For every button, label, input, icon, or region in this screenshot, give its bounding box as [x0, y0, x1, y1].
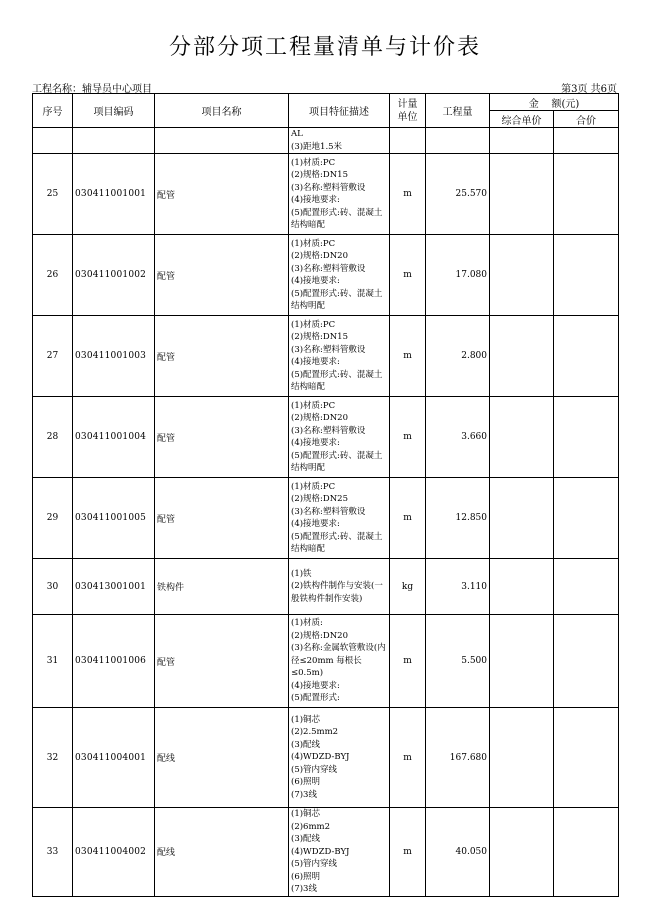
- table-row: [33, 397, 619, 478]
- table-row: [33, 316, 619, 397]
- row-total: [554, 397, 619, 478]
- page-number: 第3页 共6页: [561, 84, 617, 95]
- row-unit: kg: [390, 559, 426, 615]
- bill-of-quantities-table: [32, 93, 619, 897]
- row-unit: m: [390, 235, 426, 316]
- row-desc: AL (3)距地1.5米: [289, 128, 390, 154]
- row-seq: 31: [33, 615, 73, 708]
- row-seq: 32: [33, 708, 73, 808]
- table-row: [33, 235, 619, 316]
- row-unit: m: [390, 154, 426, 235]
- row-code: 030413001001: [73, 559, 155, 615]
- row-code: 030411004001: [73, 708, 155, 808]
- row-total: [554, 316, 619, 397]
- row-unit: m: [390, 808, 426, 897]
- row-name: 配线: [155, 708, 289, 808]
- row-seq: [33, 128, 73, 154]
- row-total: [554, 128, 619, 154]
- row-unit: [390, 128, 426, 154]
- row-qty: 25.570: [426, 154, 490, 235]
- row-name: 配管: [155, 235, 289, 316]
- row-name: [155, 128, 289, 154]
- row-seq: 30: [33, 559, 73, 615]
- table-header-row: [33, 94, 619, 111]
- row-qty: 5.500: [426, 615, 490, 708]
- row-seq: 25: [33, 154, 73, 235]
- row-qty: 17.080: [426, 235, 490, 316]
- row-unit-price: [490, 808, 554, 897]
- row-code: 030411001001: [73, 154, 155, 235]
- header-desc: 项目特征描述: [289, 94, 390, 128]
- row-qty: 3.110: [426, 559, 490, 615]
- row-unit: m: [390, 615, 426, 708]
- row-seq: 29: [33, 478, 73, 559]
- row-total: [554, 708, 619, 808]
- row-unit-price: [490, 235, 554, 316]
- row-desc: (1)材质: (2)规格:DN20 (3)名称:金属软管敷设(内径≤20mm 每根长≤0.5m) (4)接地要求: (5)配置形式:: [289, 615, 390, 708]
- row-qty: 40.050: [426, 808, 490, 897]
- row-seq: 26: [33, 235, 73, 316]
- row-unit-price: [490, 154, 554, 235]
- row-code: 030411001005: [73, 478, 155, 559]
- row-name: 配管: [155, 478, 289, 559]
- table-row: [33, 128, 619, 154]
- row-unit: m: [390, 708, 426, 808]
- row-code: [73, 128, 155, 154]
- row-unit: m: [390, 316, 426, 397]
- table-row: [33, 808, 619, 897]
- header-unit-price: 综合单价: [490, 111, 554, 128]
- header-amount: 金 额(元): [490, 94, 619, 111]
- row-desc: (1)材质:PC (2)规格:DN20 (3)名称:塑料管敷设 (4)接地要求: (5)配置形式:砖、混凝土结构明配: [289, 235, 390, 316]
- table-row: [33, 154, 619, 235]
- row-unit: m: [390, 397, 426, 478]
- row-desc: (1)铜芯 (2)6mm2 (3)配线 (4)WDZD-BYJ (5)管内穿线 (6)照明 (7)3线: [289, 808, 390, 897]
- table-row: [33, 708, 619, 808]
- row-name: 铁构件: [155, 559, 289, 615]
- header-unit: 计量 单位: [390, 94, 426, 128]
- row-code: 030411001003: [73, 316, 155, 397]
- project-name: 工程名称：辅导员中心项目: [32, 84, 152, 95]
- row-unit-price: [490, 128, 554, 154]
- row-seq: 33: [33, 808, 73, 897]
- row-unit-price: [490, 397, 554, 478]
- row-total: [554, 615, 619, 708]
- table-row: [33, 559, 619, 615]
- page-title: 分部分项工程量清单与计价表: [168, 35, 481, 60]
- row-code: 030411001002: [73, 235, 155, 316]
- row-unit-price: [490, 559, 554, 615]
- row-qty: 167.680: [426, 708, 490, 808]
- row-desc: (1)材质:PC (2)规格:DN15 (3)名称:塑料管敷设 (4)接地要求: (5)配置形式:砖、混凝土结构暗配: [289, 154, 390, 235]
- row-total: [554, 235, 619, 316]
- row-qty: 2.800: [426, 316, 490, 397]
- row-seq: 28: [33, 397, 73, 478]
- row-qty: [426, 128, 490, 154]
- header-total: 合价: [554, 111, 619, 128]
- header-seq: 序号: [33, 94, 73, 128]
- row-unit-price: [490, 316, 554, 397]
- row-total: [554, 808, 619, 897]
- row-desc: (1)材质:PC (2)规格:DN20 (3)名称:塑料管敷设 (4)接地要求: (5)配置形式:砖、混凝土结构明配: [289, 397, 390, 478]
- header-code: 项目编码: [73, 94, 155, 128]
- row-code: 030411001004: [73, 397, 155, 478]
- row-total: [554, 559, 619, 615]
- table-row: [33, 615, 619, 708]
- row-name: 配管: [155, 397, 289, 478]
- row-name: 配线: [155, 808, 289, 897]
- row-qty: 3.660: [426, 397, 490, 478]
- row-desc: (1)铜芯 (2)2.5mm2 (3)配线 (4)WDZD-BYJ (5)管内穿线 (6)照明 (7)3线: [289, 708, 390, 808]
- row-desc: (1)铁 (2)铁构件制作与安装(一般铁构件制作安装): [289, 559, 390, 615]
- row-unit-price: [490, 615, 554, 708]
- row-qty: 12.850: [426, 478, 490, 559]
- row-name: 配管: [155, 615, 289, 708]
- row-total: [554, 478, 619, 559]
- header-name: 项目名称: [155, 94, 289, 128]
- row-unit-price: [490, 478, 554, 559]
- row-name: 配管: [155, 316, 289, 397]
- row-desc: (1)材质:PC (2)规格:DN25 (3)名称:塑料管敷设 (4)接地要求: (5)配置形式:砖、混凝土结构暗配: [289, 478, 390, 559]
- header-qty: 工程量: [426, 94, 490, 128]
- row-seq: 27: [33, 316, 73, 397]
- row-code: 030411004002: [73, 808, 155, 897]
- row-unit: m: [390, 478, 426, 559]
- row-code: 030411001006: [73, 615, 155, 708]
- row-total: [554, 154, 619, 235]
- row-unit-price: [490, 708, 554, 808]
- row-name: 配管: [155, 154, 289, 235]
- row-desc: (1)材质:PC (2)规格:DN15 (3)名称:塑料管敷设 (4)接地要求: (5)配置形式:砖、混凝土结构暗配: [289, 316, 390, 397]
- table-row: [33, 478, 619, 559]
